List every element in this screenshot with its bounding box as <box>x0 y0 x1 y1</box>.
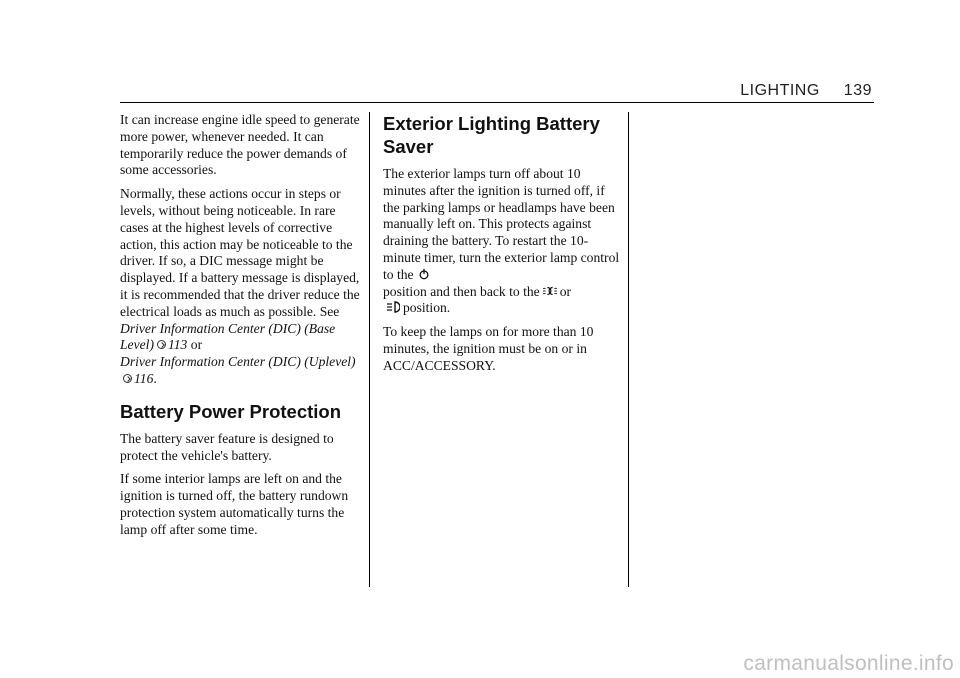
parking-lamp-icon <box>543 285 557 297</box>
paragraph: To keep the lamps on for more than 10 minutes, the ignition must be on or in ACC/ACCESSORY. <box>383 324 594 373</box>
section-heading: Exterior Lighting Battery Saver <box>383 113 600 157</box>
dic-base-link[interactable]: Driver Information Center (DIC) (Base Level) <box>120 320 336 353</box>
dic-uplevel-link[interactable]: Driver Information Center (DIC) (Uplevel) <box>120 354 356 370</box>
header-rule <box>120 102 874 103</box>
section-title: LIGHTING <box>740 82 820 99</box>
page-ref-113[interactable]: 113 <box>167 337 188 353</box>
headlamp-icon <box>386 301 400 313</box>
or-text: or <box>190 337 203 353</box>
column-divider <box>369 112 370 587</box>
column-divider <box>628 112 629 587</box>
page-ref-116[interactable]: 116 <box>134 370 154 386</box>
left-column <box>120 112 360 546</box>
middle-column <box>383 112 623 382</box>
or-text: or <box>559 283 572 299</box>
page-ref-icon <box>123 374 132 383</box>
period: . <box>153 370 157 386</box>
paragraph: It can increase engine idle speed to generate more power, whenever needed. It can temporarily reduce the power demands of some accessories. <box>120 112 360 178</box>
paragraph-text: The exterior lamps turn off about 10 minutes after the ignition is turned off, if the parking lamps or headlamps have been manually left on. This protects against draining the battery. To restart the 10-minute timer, turn the exterior lamp control to the <box>383 166 620 282</box>
off-icon <box>417 268 431 280</box>
paragraph: If some interior lamps are left on and the ignition is turned off, the battery rundown protection system automatically turns the lamp off after some time. <box>120 471 349 537</box>
paragraph-text: position. <box>403 300 451 316</box>
paragraph: The battery saver feature is designed to protect the vehicle's battery. <box>120 430 334 463</box>
page-ref-icon <box>157 340 166 349</box>
page-number: 139 <box>843 82 872 99</box>
section-heading: Battery Power Protection <box>120 400 342 422</box>
paragraph-text: position and then back to the <box>383 283 540 299</box>
paragraph <box>383 166 623 317</box>
page-header <box>740 82 872 100</box>
watermark: carmanualsonline.info <box>743 652 954 675</box>
paragraph-text: Normally, these actions occur in steps or levels, without being noticeable. In rare cases at the highest levels of corrective action, this action may be noticeable to the driver. If so, a DIC message might be displayed. If a battery message is displayed, it is recommended that the driver reduce the electrical loads as much as possible. See <box>120 186 360 319</box>
paragraph <box>120 186 360 388</box>
